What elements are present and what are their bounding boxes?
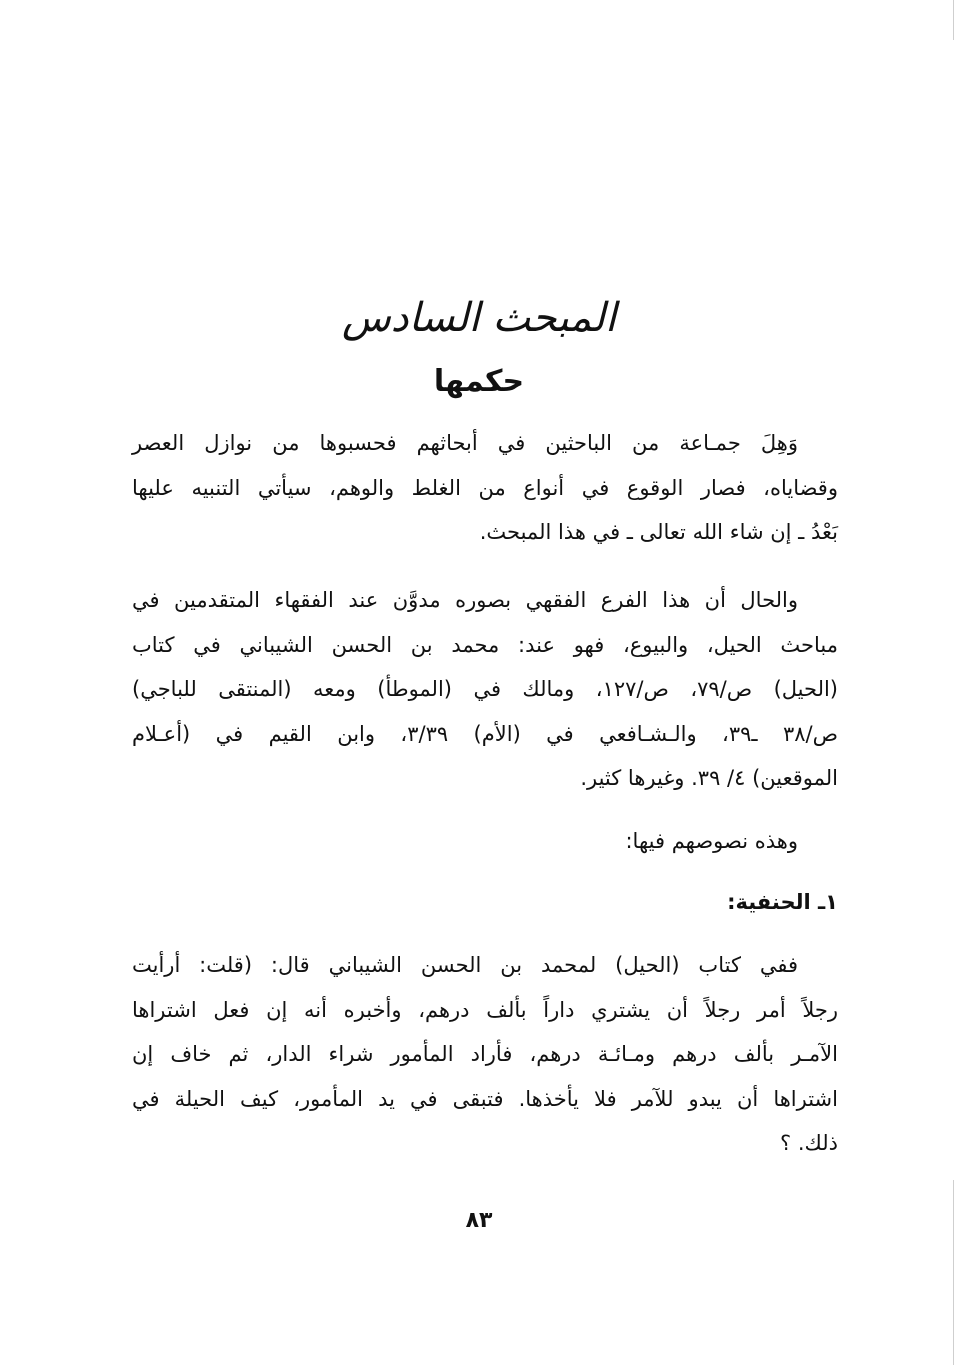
section-title: المبحث السادس (341, 295, 617, 341)
paragraph-2 (132, 578, 838, 801)
paragraph-line: الآمـر بألف درهم ومـائـة درهم، فأراد المأمور شراء الدار، ثم خاف إن (132, 1042, 838, 1066)
paragraph-line: ففي كتاب (الحيل) لمحمد بن الحسن الشيباني قال: (قلت: أرأيت (132, 953, 798, 977)
paragraph-line: والحال أن هذا الفرع الفقهي بصوره مدوَّن عند الفقهاء المتقدمين في (132, 588, 798, 612)
paragraph-line: ذلك. ؟ (780, 1131, 838, 1155)
paragraph-line: رجلاً أمر رجلاً أن يشتري داراً بألف درهم، وأخبره أنه إن فعل اشتراها (132, 997, 838, 1022)
paragraph-5 (132, 943, 838, 1166)
paragraph-line: وهذه نصوصهم فيها: (625, 829, 798, 853)
paragraph-line: الموقعين) ٤/ ٣٩. وغيرها كثير. (580, 766, 838, 790)
paragraph-line: وَهِلَ جمـاعة من الباحثين في أبحاثهم فحسبوها من نوازل العصر (132, 431, 798, 455)
list-heading-hanafi (132, 880, 838, 925)
paragraph-3 (132, 819, 838, 864)
paragraph-line: (الحيل) ص/٧٩، ص/١٢٧، ومالك في (الموطأ) ومعه (المنتقى للباجي) (132, 677, 839, 701)
paragraph-1 (132, 421, 838, 555)
paragraph-line: بَعْدُ ـ إن شاء الله تعالى ـ في هذا المبحث. (479, 520, 838, 544)
page-number: ٨٣ (465, 1208, 493, 1233)
section-subtitle: حكمها (433, 364, 525, 399)
list-heading-label: ١ـ الحنفية: (727, 890, 838, 914)
paragraph-line: ص/٣٨ ـ٣٩، والـشـافعي في (الأم) ٣/٣٩، وابن القيم في (أعـلام (132, 721, 838, 746)
margin-rule-top (953, 0, 954, 40)
paragraph-line: وقضاياه، فصار الوقوع في أنواع من الغلط والوهم، سيأتي التنبيه عليها (132, 475, 838, 500)
paragraph-line: اشتراها أن يبدو للآمر فلا يأخذها. فتبقى في يد المأمور، كيف الحيلة في (132, 1086, 838, 1111)
paragraph-line: مباحث الحيل، والبيوع، فهو عند: محمد بن الحسن الشيباني في كتاب (132, 632, 838, 657)
